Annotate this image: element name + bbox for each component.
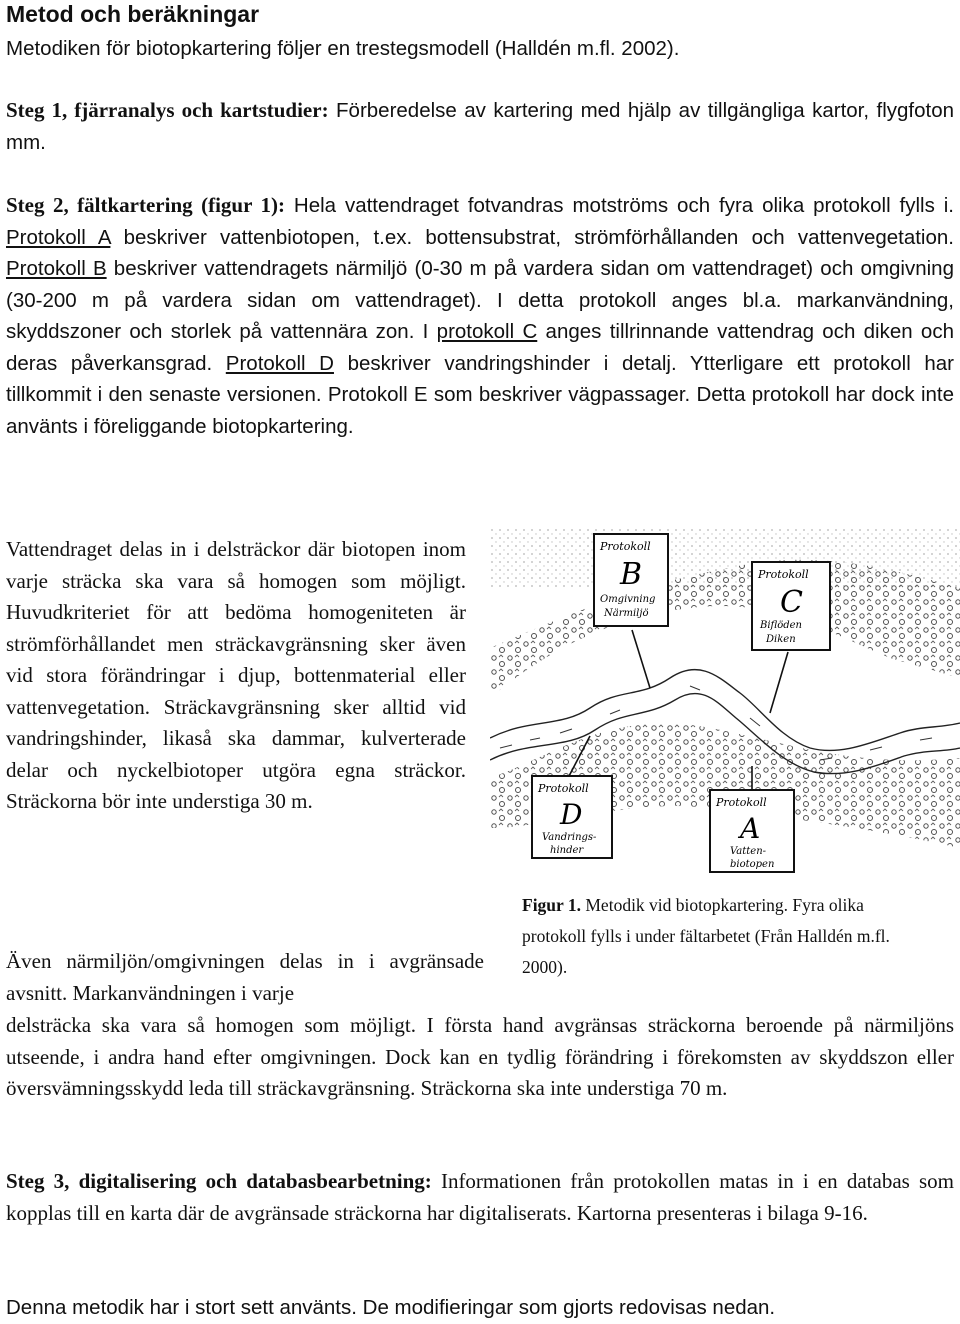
sign-a-line2: biotopen [730, 859, 775, 870]
sign-protokoll-c [752, 562, 830, 713]
step3-text: Informationen från protokollen matas in i en databas som kopplas till en karta där de avgränsade sträckorna har digitaliserats. Kartorna presenteras i bilaga 9-16. [6, 1169, 954, 1225]
sign-b-line2: Närmiljö [604, 608, 649, 619]
step3-paragraph [6, 1166, 954, 1229]
sign-c-line1: Biflöden [760, 620, 802, 631]
step2-text-2: beskriver vattenbiotopen, t.ex. bottensubstrat, strömförhållanden och vattenvegetation. [110, 225, 954, 249]
section-environment-paragraph-start: Även närmiljön/omgivningen delas in i avgränsade avsnitt. Markanvändningen i varje [6, 949, 484, 1005]
sign-b-letter: B [620, 557, 643, 592]
step2-label: Steg 2, fältkartering (figur 1): [6, 193, 285, 217]
sign-a-line1: Vatten- [730, 846, 767, 857]
protokoll-b-link[interactable]: Protokoll B [6, 257, 107, 280]
sign-c-letter: C [780, 585, 803, 620]
sign-protokoll-b [594, 534, 668, 688]
sign-d-line1: Vandrings- [542, 832, 597, 843]
intro-paragraph: Metodiken för biotopkartering följer en trestegsmodell (Halldén m.fl. 2002). [6, 37, 680, 60]
step2-text-5: beskriver vandringshinder i detalj. Ytterligare ett protokoll har tillkommit i den senaste versionen. Protokoll E som beskriver vägpassager. Detta protokoll har dock inte använts i föreliggande biotopkartering. [6, 351, 955, 438]
step2-paragraph [6, 190, 954, 442]
step2-text-1: Hela vattendraget fotvandras motströms och fyra olika protokoll fylls i. [284, 194, 954, 217]
step3-label: Steg 3, digitalisering och databasbearbetning: [6, 1169, 432, 1193]
sign-b-line1: Omgivning [600, 594, 656, 605]
step1-text: Förberedelse av kartering med hjälp av tillgängliga kartor, flygfoton mm. [6, 99, 955, 154]
protokoll-c-link[interactable]: protokoll C [436, 320, 538, 343]
protokoll-d-link[interactable]: Protokoll D [225, 351, 334, 375]
sign-d-title: Protokoll [538, 782, 589, 795]
closing-paragraph: Denna metodik har i stort sett använts. De modifieringar som gjorts redovisas nedan. [6, 1296, 776, 1319]
step1-paragraph [6, 95, 954, 158]
section-split-paragraph: Vattendraget delas in i delsträckor där biotopen inom varje sträcka ska vara så homogen som möjligt. Huvudkriteriet för att bedöma homogeniteten är strömförhållandet men sträckavgränsning sker även vid stora förändringar i djup, bottenmaterial eller vattenvegetation. Sträckavgränsning sker alltid vid vandringshinder, likaså ska dammar, kulverterade delar och nyckelbiotoper utgöra egna sträckor. Sträckorna bör inte understiga 30 m. [6, 537, 466, 813]
sign-a-title: Protokoll [716, 796, 767, 809]
figure-1-stream-sketch [490, 528, 960, 886]
sign-d-letter: D [560, 798, 583, 831]
sign-c-line2: Diken [766, 634, 796, 645]
figure-1-caption [522, 890, 912, 983]
step1-label: Steg 1, fjärranalys och kartstudier: [6, 98, 329, 122]
sign-a-letter: A [740, 812, 761, 845]
step2-text-4: anges tillrinnande vattendrag och diken och deras påverkansgrad. [6, 320, 954, 375]
step2-text-3: beskriver vattendragets närmiljö (0-30 m på vardera sidan om vattendraget) och omgivning (30-200 m på vardera sidan om vattendraget). I detta protokoll anges bl.a. markanvändning, skyddszoner och storlek på vattennära zon. I [6, 257, 954, 343]
sign-d-line2: hinder [550, 845, 584, 856]
caption-text: Metodik vid biotopkartering. Fyra olika protokoll fylls i under fältarbetet (Från Halldén m.fl. 2000). [522, 895, 890, 977]
protokoll-a-link[interactable]: Protokoll A [6, 225, 111, 249]
sign-b-title: Protokoll [600, 540, 651, 553]
page-title: Metod och beräkningar [6, 1, 260, 27]
caption-label: Figur 1. [522, 895, 581, 915]
section-environment-paragraph-end: delsträcka ska vara så homogen som möjligt. I första hand avgränsas sträckorna beroende på närmiljöns utseende, i andra hand efter omgivningen. Dock kan en tydlig förändring i förekomsten av skyddszon eller översvämningsskydd leda till sträckavgränsning. Sträckorna ska inte understiga 70 m. [6, 1013, 954, 1100]
sign-c-title: Protokoll [758, 568, 809, 581]
